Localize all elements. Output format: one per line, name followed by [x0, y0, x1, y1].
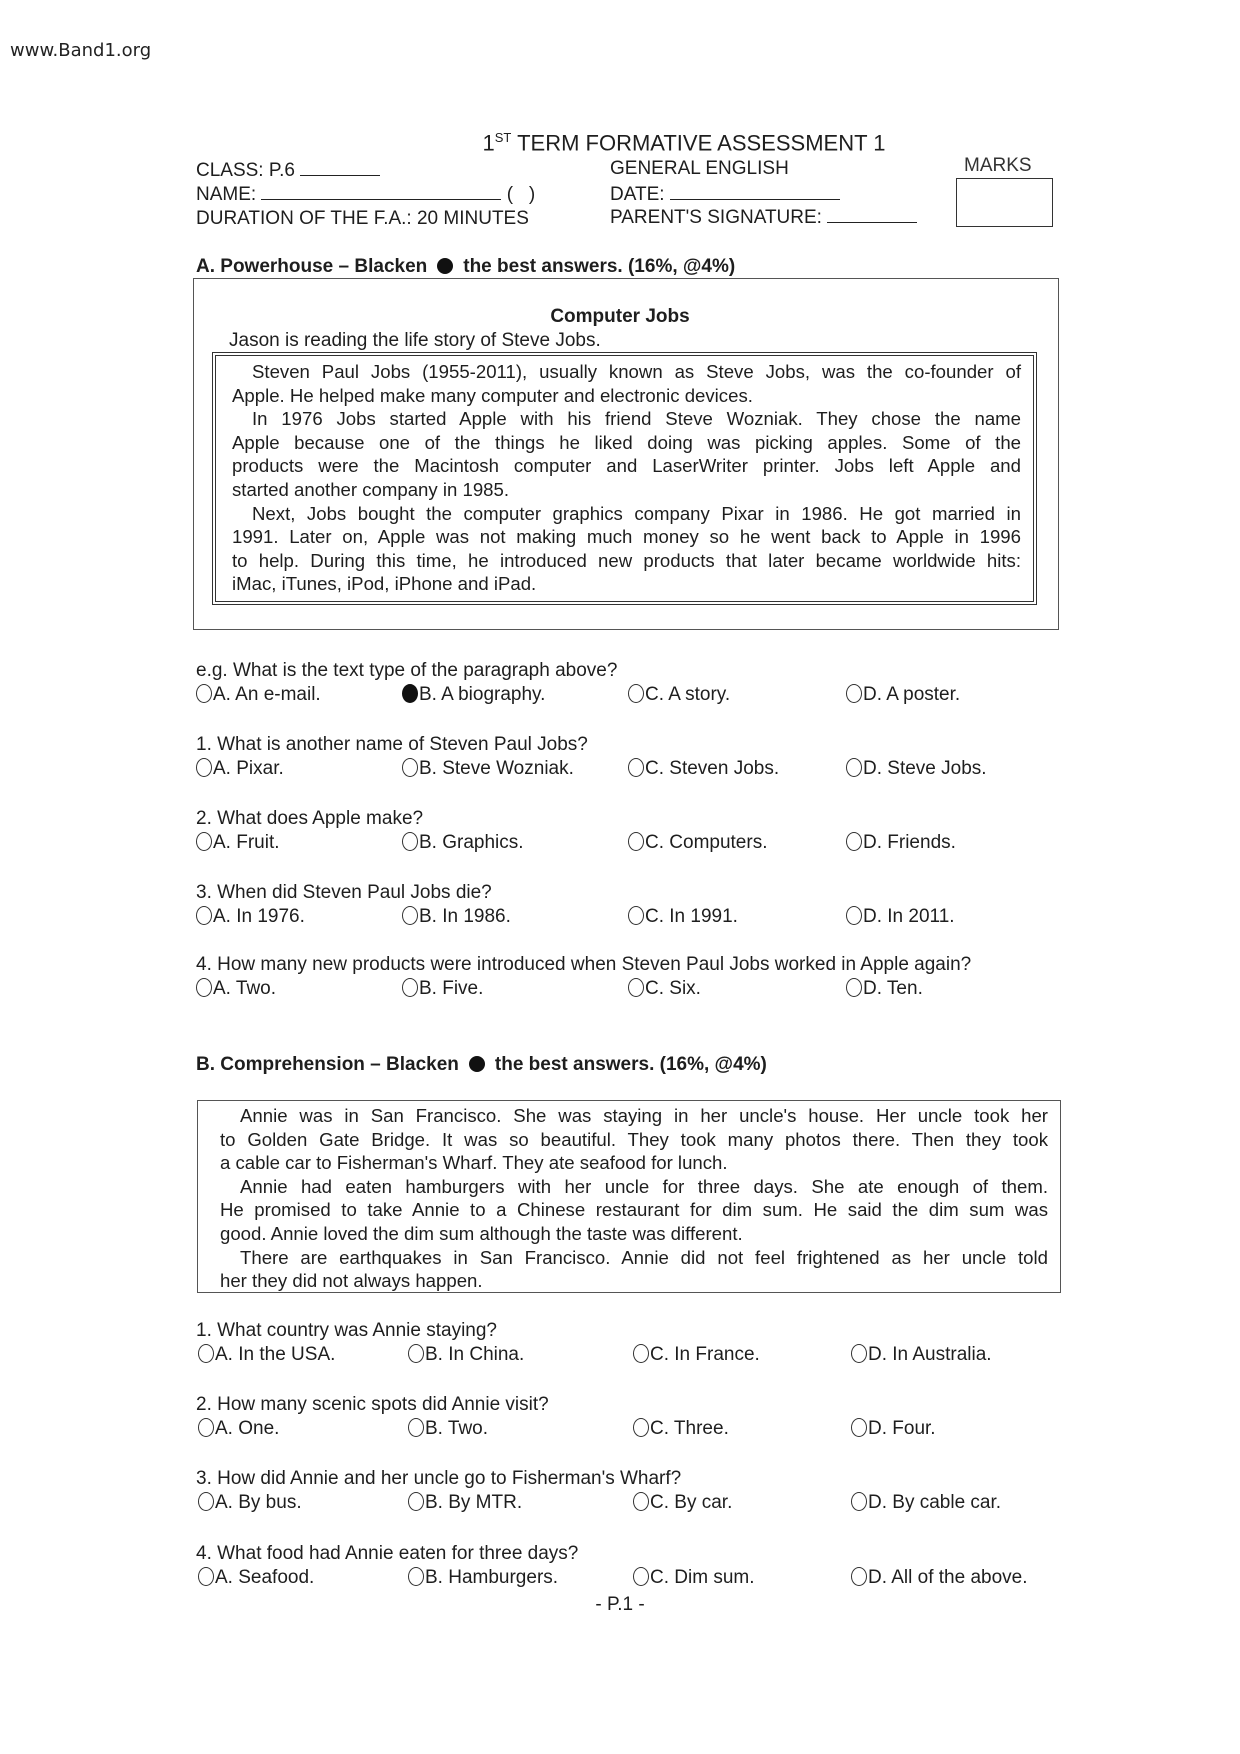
radio-circle-icon[interactable]: [198, 1567, 214, 1586]
answer-option[interactable]: [198, 1418, 279, 1440]
radio-circle-icon[interactable]: [846, 906, 862, 925]
question-text: 3. When did Steven Paul Jobs die?: [196, 882, 492, 903]
radio-circle-icon[interactable]: [628, 906, 644, 925]
passage-a-title: Computer Jobs: [550, 306, 690, 327]
answer-option-label: B. Steve Wozniak.: [419, 758, 574, 779]
passage-a-text: [212, 352, 1037, 605]
radio-circle-icon[interactable]: [408, 1567, 424, 1586]
answer-option-label: D. By cable car.: [868, 1492, 1002, 1513]
answer-option[interactable]: [402, 684, 545, 706]
section-b-heading-pre: B. Comprehension – Blacken: [196, 1054, 459, 1075]
answer-option-label: C. Dim sum.: [650, 1567, 755, 1588]
answer-option[interactable]: [408, 1567, 558, 1589]
radio-circle-icon[interactable]: [846, 758, 862, 777]
answer-option[interactable]: [633, 1344, 760, 1366]
radio-circle-icon[interactable]: [402, 906, 418, 925]
passage-line: Apple because one of the things he liked doing was picking apples. Some of the: [232, 431, 1021, 453]
radio-circle-icon[interactable]: [851, 1418, 867, 1437]
answer-option-label: D. Friends.: [863, 832, 956, 853]
duration-label: DURATION OF THE F.A.: 20 MINUTES: [196, 208, 529, 229]
answer-option-label: B. A biography.: [419, 684, 546, 705]
section-b-heading: [196, 1054, 767, 1076]
answer-option-label: A. In 1976.: [213, 906, 305, 927]
passage-line: Annie had eaten hamburgers with her uncle for three days. She ate enough of them.: [240, 1175, 1048, 1197]
answer-option-label: C. Computers.: [645, 832, 768, 853]
answer-option[interactable]: [196, 832, 280, 854]
answer-option-label: A. An e-mail.: [213, 684, 321, 705]
answer-option[interactable]: [196, 758, 284, 780]
answer-option[interactable]: [198, 1567, 314, 1589]
answer-option-label: B. In China.: [425, 1344, 525, 1365]
answer-option[interactable]: [851, 1492, 1001, 1514]
filled-circle-icon: [437, 258, 453, 274]
answer-option[interactable]: [408, 1492, 522, 1514]
answer-option[interactable]: [846, 906, 955, 928]
radio-circle-icon[interactable]: [846, 978, 862, 997]
answer-option-label: C. In 1991.: [645, 906, 738, 927]
passage-line: In 1976 Jobs started Apple with his friend Steve Wozniak. They chose the name: [252, 408, 1021, 430]
passage-line: Apple. He helped make many computer and electronic devices.: [232, 384, 753, 406]
answer-option[interactable]: [633, 1567, 755, 1589]
page-number: - P.1 -: [595, 1594, 645, 1615]
answer-option[interactable]: [196, 684, 321, 706]
answer-option[interactable]: [628, 978, 701, 1000]
radio-circle-icon[interactable]: [198, 1344, 214, 1363]
answer-option-label: D. All of the above.: [868, 1567, 1028, 1588]
answer-option[interactable]: [851, 1344, 992, 1366]
name-label: NAME:: [196, 184, 257, 205]
class-number-paren: ( ): [506, 184, 536, 205]
answer-option[interactable]: [198, 1344, 335, 1366]
title-superscript: ST: [494, 130, 512, 145]
radio-circle-icon[interactable]: [851, 1567, 867, 1586]
signature-blank[interactable]: [827, 207, 917, 223]
passage-line: to help. During this time, he introduced new products that later became worldwide hits:: [232, 549, 1021, 571]
question-text: 1. What is another name of Steven Paul Jobs?: [196, 734, 588, 755]
answer-option-label: B. In 1986.: [419, 906, 511, 927]
answer-option-label: D. A poster.: [863, 684, 961, 705]
answer-option-label: C. By car.: [650, 1492, 733, 1513]
answer-option[interactable]: [628, 906, 738, 928]
radio-circle-icon[interactable]: [628, 758, 644, 777]
passage-line: to Golden Gate Bridge. It was so beautiful. They took many photos there. Then they took: [220, 1128, 1048, 1150]
class-label: CLASS: P.6: [196, 160, 295, 181]
answer-option-label: A. Fruit.: [213, 832, 280, 853]
site-watermark: www.Band1.org: [10, 40, 152, 61]
answer-option[interactable]: [198, 1492, 302, 1514]
answer-option-label: C. In France.: [650, 1344, 760, 1365]
answer-option-label: A. By bus.: [215, 1492, 302, 1513]
passage-line: 1991. Later on, Apple was not making much money so he went back to Apple in 1996: [232, 526, 1021, 548]
section-a-heading-pre: A. Powerhouse – Blacken: [196, 256, 428, 277]
answer-option[interactable]: [408, 1418, 488, 1440]
radio-circle-icon[interactable]: [196, 684, 212, 703]
radio-circle-icon[interactable]: [402, 758, 418, 777]
answer-option-label: A. One.: [215, 1418, 280, 1439]
answer-option[interactable]: [402, 978, 483, 1000]
class-field: [196, 160, 380, 182]
answer-option[interactable]: [628, 684, 730, 706]
passage-line: Steven Paul Jobs (1955-2011), usually known as Steve Jobs, was the co-founder of: [252, 361, 1021, 382]
radio-circle-icon[interactable]: [408, 1492, 424, 1511]
class-blank[interactable]: [300, 160, 380, 176]
passage-b-text: [197, 1100, 1061, 1293]
answer-option[interactable]: [402, 758, 574, 780]
answer-option-label: D. Four.: [868, 1418, 936, 1439]
radio-circle-icon[interactable]: [846, 684, 862, 703]
question-text: 1. What country was Annie staying?: [196, 1320, 497, 1341]
answer-option-label: B. By MTR.: [425, 1492, 523, 1513]
filled-circle-icon: [469, 1056, 485, 1072]
section-a-heading-post: the best answers. (16%, @4%): [463, 256, 736, 277]
answer-option-label: C. Steven Jobs.: [645, 758, 780, 779]
answer-option-label: D. In Australia.: [868, 1344, 992, 1365]
answer-option[interactable]: [402, 906, 511, 928]
date-blank[interactable]: [670, 184, 840, 200]
signature-label: PARENT'S SIGNATURE:: [610, 207, 822, 228]
section-b-heading-post: the best answers. (16%, @4%): [494, 1054, 767, 1075]
radio-circle-icon[interactable]: [402, 832, 418, 851]
answer-option[interactable]: [408, 1344, 524, 1366]
radio-circle-icon[interactable]: [198, 1418, 214, 1437]
radio-circle-icon[interactable]: [402, 684, 418, 703]
answer-option[interactable]: [846, 832, 956, 854]
radio-circle-icon[interactable]: [628, 832, 644, 851]
date-field: [610, 184, 840, 206]
passage-a-intro: Jason is reading the life story of Steve Jobs.: [229, 330, 601, 351]
answer-option-label: D. Steve Jobs.: [863, 758, 987, 779]
radio-circle-icon[interactable]: [633, 1344, 649, 1363]
answer-option[interactable]: [846, 978, 923, 1000]
answer-option-label: B. Five.: [419, 978, 484, 999]
answer-option-label: D. Ten.: [863, 978, 923, 999]
page-title: [0, 130, 1240, 156]
passage-line: products were the Macintosh computer and LaserWriter printer. Jobs left Apple and: [232, 455, 1021, 477]
question-text: e.g. What is the text type of the paragraph above?: [196, 660, 618, 681]
answer-option[interactable]: [851, 1567, 1028, 1589]
answer-option[interactable]: [846, 758, 987, 780]
passage-line: a cable car to Fisherman's Wharf. They ate seafood for lunch.: [220, 1152, 728, 1174]
answer-option[interactable]: [851, 1418, 936, 1440]
signature-field: [610, 207, 917, 229]
radio-circle-icon[interactable]: [408, 1344, 424, 1363]
passage-line: Annie was in San Francisco. She was staying in her uncle's house. Her uncle took her: [240, 1105, 1048, 1126]
answer-option[interactable]: [402, 832, 524, 854]
radio-circle-icon[interactable]: [198, 1492, 214, 1511]
question-text: 2. What does Apple make?: [196, 808, 424, 829]
radio-circle-icon[interactable]: [633, 1418, 649, 1437]
name-field: [196, 184, 535, 206]
answer-option[interactable]: [196, 906, 305, 928]
passage-line: good. Annie loved the dim sum although the taste was different.: [220, 1222, 743, 1244]
answer-option-label: C. A story.: [645, 684, 731, 705]
radio-circle-icon[interactable]: [408, 1418, 424, 1437]
question-text: 3. How did Annie and her uncle go to Fisherman's Wharf?: [196, 1468, 682, 1489]
answer-option-label: B. Graphics.: [419, 832, 524, 853]
marks-box: [956, 178, 1053, 227]
passage-line: her they did not always happen.: [220, 1270, 483, 1292]
title-text: TERM FORMATIVE ASSESSMENT 1: [511, 130, 886, 156]
radio-circle-icon[interactable]: [628, 684, 644, 703]
answer-option-label: A. Two.: [213, 978, 277, 999]
radio-circle-icon[interactable]: [196, 758, 212, 777]
answer-option-label: B. Hamburgers.: [425, 1567, 559, 1588]
passage-line: He promised to take Annie to a Chinese restaurant for dim sum. He said the dim sum was: [220, 1199, 1048, 1221]
date-label: DATE:: [610, 184, 665, 205]
passage-line: Next, Jobs bought the computer graphics company Pixar in 1986. He got married in: [252, 502, 1021, 524]
answer-option[interactable]: [196, 978, 276, 1000]
radio-circle-icon[interactable]: [633, 1567, 649, 1586]
answer-option[interactable]: [846, 684, 960, 706]
radio-circle-icon[interactable]: [196, 978, 212, 997]
passage-line: started another company in 1985.: [232, 478, 510, 500]
answer-option-label: A. Pixar.: [213, 758, 284, 779]
radio-circle-icon[interactable]: [851, 1344, 867, 1363]
radio-circle-icon[interactable]: [402, 978, 418, 997]
answer-option-label: C. Three.: [650, 1418, 729, 1439]
answer-option-label: B. Two.: [425, 1418, 489, 1439]
radio-circle-icon[interactable]: [846, 832, 862, 851]
question-text: 4. How many new products were introduced when Steven Paul Jobs worked in Apple again?: [196, 954, 972, 975]
passage-line: iMac, iTunes, iPod, iPhone and iPad.: [232, 573, 537, 595]
answer-option-label: D. In 2011.: [863, 906, 955, 927]
answer-option[interactable]: [628, 758, 779, 780]
question-text: 4. What food had Annie eaten for three days?: [196, 1543, 579, 1564]
title-number: 1: [482, 130, 495, 156]
answer-option-label: C. Six.: [645, 978, 701, 999]
answer-option[interactable]: [633, 1492, 732, 1514]
name-blank[interactable]: [261, 184, 501, 200]
answer-option[interactable]: [628, 832, 767, 854]
marks-label: MARKS: [964, 155, 1032, 176]
radio-circle-icon[interactable]: [196, 832, 212, 851]
answer-option[interactable]: [633, 1418, 729, 1440]
radio-circle-icon[interactable]: [628, 978, 644, 997]
radio-circle-icon[interactable]: [633, 1492, 649, 1511]
question-text: 2. How many scenic spots did Annie visit?: [196, 1394, 549, 1415]
passage-line: There are earthquakes in San Francisco. Annie did not feel frightened as her uncle told: [240, 1246, 1048, 1268]
radio-circle-icon[interactable]: [851, 1492, 867, 1511]
section-a-heading: [196, 256, 735, 278]
subject-label: GENERAL ENGLISH: [610, 158, 789, 179]
answer-option-label: A. In the USA.: [215, 1344, 336, 1365]
answer-option-label: A. Seafood.: [215, 1567, 315, 1588]
radio-circle-icon[interactable]: [196, 906, 212, 925]
